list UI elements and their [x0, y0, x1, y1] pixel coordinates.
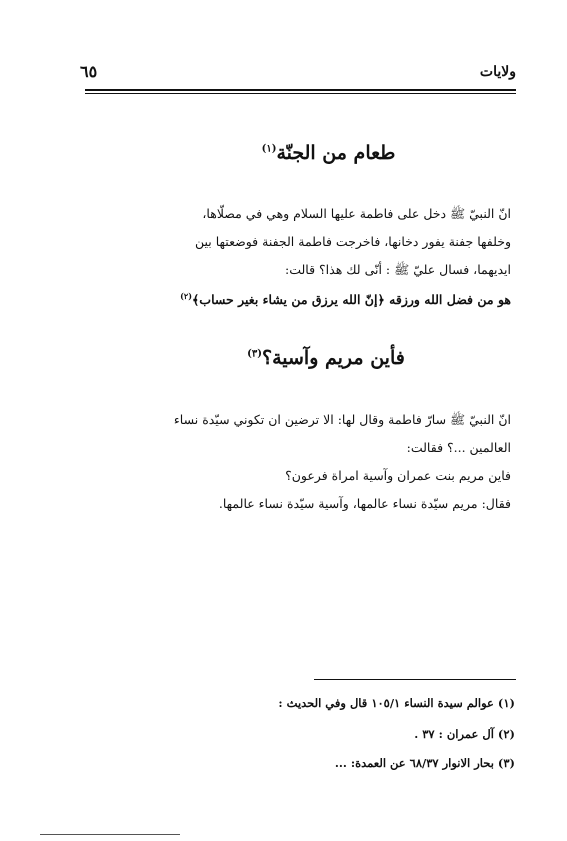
header-rule-thin: [85, 93, 516, 94]
section1-line-3: ايديهما، فسال عليّ ﷺ : أنّى لك هذا؟ قالت:: [284, 262, 511, 277]
running-header: [80, 62, 516, 86]
section2-line-4: فقال: مريم سيّدة نساء عالمها، وآسية سيّدة نساء عالمها.: [218, 496, 511, 511]
footnote-1: (١) عوالم سيدة النساء ١٠٥/١ قال وفي الحديث :: [278, 696, 515, 710]
footnote-3: (٣) بحار الانوار ٦٨/٣٧ عن العمدة: ...: [334, 756, 515, 770]
section1-line-1: انّ النبيّ ﷺ دخل على فاطمة عليها السلام وهي في مصلّاها،: [202, 206, 511, 221]
running-header-title: ولايات: [479, 64, 516, 80]
section2-heading-text: فأين مريم وآسية؟: [262, 347, 405, 369]
section2-line-2: العالمين ...؟ فقالت:: [406, 440, 511, 455]
section1-line-4: [180, 291, 511, 307]
section1-heading-text: طعام من الجنّة: [276, 142, 396, 164]
section1-heading-note: (١): [261, 143, 277, 155]
footnote-rule: [314, 679, 516, 680]
scan-edge-line: [40, 834, 180, 835]
section1-heading: [240, 142, 417, 164]
section1-line-4-note: (٢): [180, 291, 192, 301]
section1-line-4-text: هو من فضل الله ورزقه ﴿إنّ الله يرزق من يشاء بغير حساب﴾: [191, 292, 511, 308]
section2-line-3: فاين مريم بنت عمران وآسية امراة فرعون؟: [285, 468, 511, 483]
section2-line-1: انّ النبيّ ﷺ سارّ فاطمة وقال لها: الا ترضين ان تكوني سيّدة نساء: [173, 412, 511, 427]
page-number: ٦٥: [80, 62, 98, 81]
section2-heading-note: (٣): [247, 348, 262, 360]
header-rule-thick: [85, 89, 516, 91]
section1-line-2: وخلفها جفنة يفور دخانها، فاخرجت فاطمة الجفنة فوضعتها بين: [195, 234, 511, 249]
section2-heading: [235, 347, 417, 369]
footnote-2: (٢) آل عمران : ٣٧ .: [414, 727, 515, 741]
